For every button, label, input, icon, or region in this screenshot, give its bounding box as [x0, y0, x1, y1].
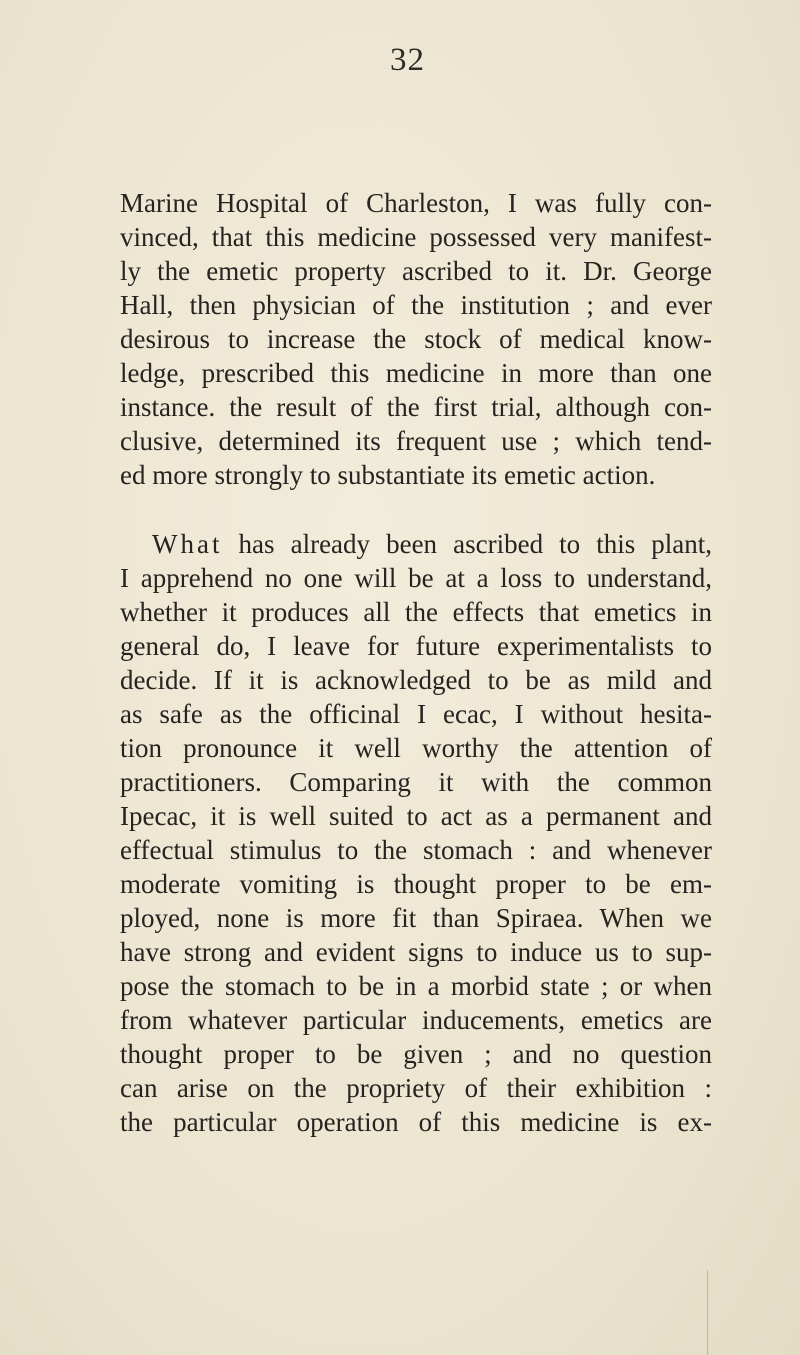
text-line: have strong and evident signs to induce us to sup- — [120, 937, 712, 967]
text-line: I apprehend no one will be at a loss to understand, — [120, 563, 712, 593]
text-line: desirous to increase the stock of medical know- — [120, 324, 712, 354]
text-line: the particular operation of this medicine is ex- — [120, 1107, 712, 1137]
text-line: practitioners. Comparing it with the common — [120, 767, 712, 797]
text-line: ed more strongly to substantiate its emetic action. — [120, 460, 656, 490]
text-line: instance. the result of the first trial, although con- — [120, 392, 712, 422]
page-crease — [707, 1270, 708, 1355]
paragraph-first-line-rest: has already been ascribed to this plant, — [222, 529, 712, 559]
page-number: 32 — [390, 42, 425, 78]
text-line: thought proper to be given ; and no question — [120, 1039, 712, 1069]
text-line: can arise on the propriety of their exhibition : — [120, 1073, 712, 1103]
text-line: as safe as the officinal I ecac, I without hesita- — [120, 699, 712, 729]
text-line: decide. If it is acknowledged to be as mild and — [120, 665, 712, 695]
text-line: general do, I leave for future experimentalists to — [120, 631, 712, 661]
text-line: ly the emetic property ascribed to it. Dr. George — [120, 256, 712, 286]
text-line: moderate vomiting is thought proper to be em- — [120, 869, 712, 899]
text-line: effectual stimulus to the stomach : and whenever — [120, 835, 712, 865]
text-line: Ipecac, it is well suited to act as a permanent and — [120, 801, 712, 831]
text-line: Marine Hospital of Charleston, I was fully con- — [120, 188, 712, 218]
text-line: whether it produces all the effects that emetics in — [120, 597, 712, 627]
paragraph-first-line — [152, 527, 712, 561]
text-line: tion pronounce it well worthy the attention of — [120, 733, 712, 763]
text-line: pose the stomach to be in a morbid state ; or when — [120, 971, 712, 1001]
paragraph-lead-word: What — [152, 529, 223, 559]
text-line: Hall, then physician of the institution ; and ever — [120, 290, 712, 320]
text-line: vinced, that this medicine possessed very manifest- — [120, 222, 712, 252]
text-line: ployed, none is more fit than Spiraea. When we — [120, 903, 712, 933]
text-line: clusive, determined its frequent use ; which tend- — [120, 426, 712, 456]
text-line: from whatever particular inducements, emetics are — [120, 1005, 712, 1035]
text-line: ledge, prescribed this medicine in more than one — [120, 358, 712, 388]
